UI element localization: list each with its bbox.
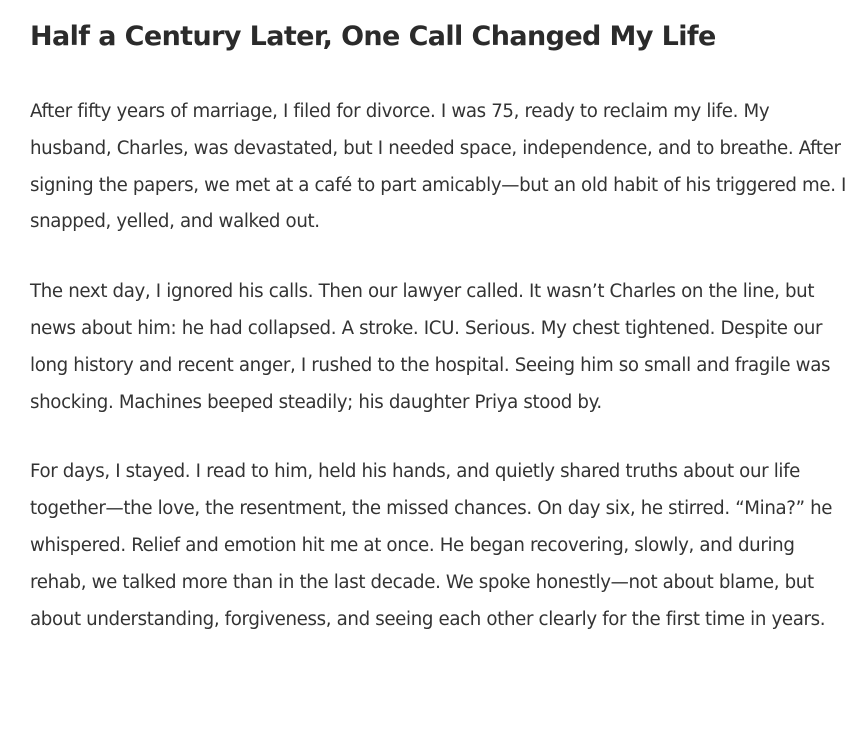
article-paragraph: After fifty years of marriage, I filed for divorce. I was 75, ready to reclaim my life. My husband, Charles, was devastated, but I needed space, independence, and to breathe. After signing the papers, we met at a café to part amicably—but an old habit of his triggered me. I snapped, yelled, and walked out.	[30, 101, 847, 233]
article-paragraph: The next day, I ignored his calls. Then our lawyer called. It wasn’t Charles on the line, but news about him: he had collapsed. A stroke. ICU. Serious. My chest tightened. Despite our long history and recent anger, I rushed to the hospital. Seeing him so small and fragile was shocking. Machines beeped steadily; his daughter Priya stood by.	[30, 281, 831, 413]
article-paragraph: For days, I stayed. I read to him, held his hands, and quietly shared truths about our life together—the love, the resentment, the missed chances. On day six, he stirred. “Mina?” he whispered. Relief and emotion hit me at once. He began recovering, slowly, and during rehab, we talked more than in the last decade. We spoke honestly—not about blame, but about understanding, forgiveness, and seeing each other clearly for the first time in years.	[30, 461, 833, 630]
article-title: Half a Century Later, One Call Changed My Life	[30, 21, 716, 52]
article	[30, 0, 850, 638]
